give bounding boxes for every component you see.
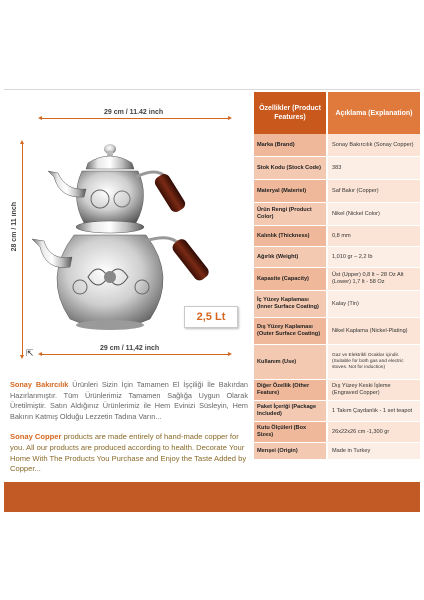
spec-row: [254, 380, 420, 401]
description-english: [10, 432, 248, 475]
top-width-label: 29 cm / 11.42 inch: [104, 109, 164, 116]
spec-value: 26x22x26 cm -1,300 gr: [328, 422, 420, 442]
spec-row: [254, 291, 420, 318]
spec-key: Ağırlık (Weight): [254, 247, 326, 267]
footer-bar: [4, 482, 420, 512]
spec-row: [254, 226, 420, 247]
spec-row: [254, 401, 420, 422]
spec-value: Kalay (Tin): [328, 291, 420, 317]
product-image-area: [4, 92, 250, 377]
height-label: 28 cm / 11 inch: [11, 202, 18, 252]
spec-value: Nikel Kaplama (Nickel-Plating): [328, 318, 420, 344]
spec-key: Kullanım (Use): [254, 345, 326, 379]
spec-row: [254, 247, 420, 268]
capacity-badge: 2,5 Lt: [184, 306, 238, 328]
description-tr-text: Ürünleri Sizin İçin Tamamen El İşçiliği İle Bakırdan Hazırlanmıştır. Tüm Ürünlerimiz Tamamen Sağlığa Uygun Olarak Üretilmiştir. Satın Aldığınız Ürünlerimiz ile Hem Evinizi Süsleyin, Hem Bakırın Katmış Olduğu Lezzetin Tadına Varın...: [10, 380, 248, 421]
spec-row: [254, 318, 420, 345]
top-width-arrow: [40, 118, 230, 119]
spec-value: 1,010 gr – 2,2 lb: [328, 247, 420, 267]
double-teapot-image: [30, 137, 230, 367]
spec-row: [254, 203, 420, 226]
spec-value: Nikel (Nickel Color): [328, 203, 420, 225]
height-arrow: [22, 142, 23, 357]
description-turkish: [10, 380, 248, 422]
header-feature: Özellikler (Product Features): [254, 92, 326, 134]
base-width-arrow: [40, 354, 230, 355]
spec-value: 0,8 mm: [328, 226, 420, 246]
spec-key: Stok Kodu (Stock Code): [254, 157, 326, 179]
mouse-cursor-icon: ⇱: [26, 348, 34, 358]
spec-row: [254, 180, 420, 203]
brand-name-tr: Sonay Bakırcılık: [10, 380, 69, 389]
spec-key: Menşei (Origin): [254, 443, 326, 459]
spec-value: Saf Bakır (Copper): [328, 180, 420, 202]
spec-value: 383: [328, 157, 420, 179]
spec-row: [254, 345, 420, 380]
spec-key: Kalınlık (Thickness): [254, 226, 326, 246]
spec-value: Üst (Upper) 0,8 lt – 28 Oz Alt (Lower) 1,7 lt - 58 Oz: [328, 268, 420, 290]
spec-value: Sonay Bakırcılık (Sonay Copper): [328, 134, 420, 156]
spec-value: Made in Turkey: [328, 443, 420, 459]
spec-table: [254, 92, 420, 460]
spec-row: [254, 268, 420, 291]
description-en-text: products are made entirely of hand-made copper for you. All our products are produced according to health. Decorate Your Home With The Products You Purchase and Enjoy the Taste Added by Copper...: [10, 432, 247, 474]
spec-key: Materyal (Materiel): [254, 180, 326, 202]
spec-key: Ürün Rengi (Product Color): [254, 203, 326, 225]
spec-key: Diğer Özellik (Other Feature): [254, 380, 326, 400]
spec-value: 1 Takım Çaydanlık - 1 set teapot: [328, 401, 420, 421]
spec-row: [254, 422, 420, 443]
spec-value: Dış Yüzey Keski İşleme (Engraved Copper): [328, 380, 420, 400]
brand-name-en: Sonay Copper: [10, 432, 62, 441]
base-width-label: 29 cm / 11,42 inch: [100, 345, 160, 352]
spec-key: Paket İçeriği (Package Included): [254, 401, 326, 421]
spec-row: [254, 134, 420, 157]
spec-key: Marka (Brand): [254, 134, 326, 156]
spec-value: Gaz ve Elektrikli Ocaklar içindir. (Suitable for both gas and electric stoves. Not for induction): [328, 345, 420, 379]
spec-key: İç Yüzey Kaplaması (Inner Surface Coating): [254, 291, 326, 317]
spec-key: Kapasite (Capacity): [254, 268, 326, 290]
spec-table-header: [254, 92, 420, 134]
spec-key: Dış Yüzey Kaplaması (Outer Surface Coating): [254, 318, 326, 344]
header-explanation: Açıklama (Explanation): [328, 92, 420, 134]
spec-row: [254, 157, 420, 180]
spec-row: [254, 443, 420, 460]
spec-key: Kutu Ölçüleri (Box Sizes): [254, 422, 326, 442]
